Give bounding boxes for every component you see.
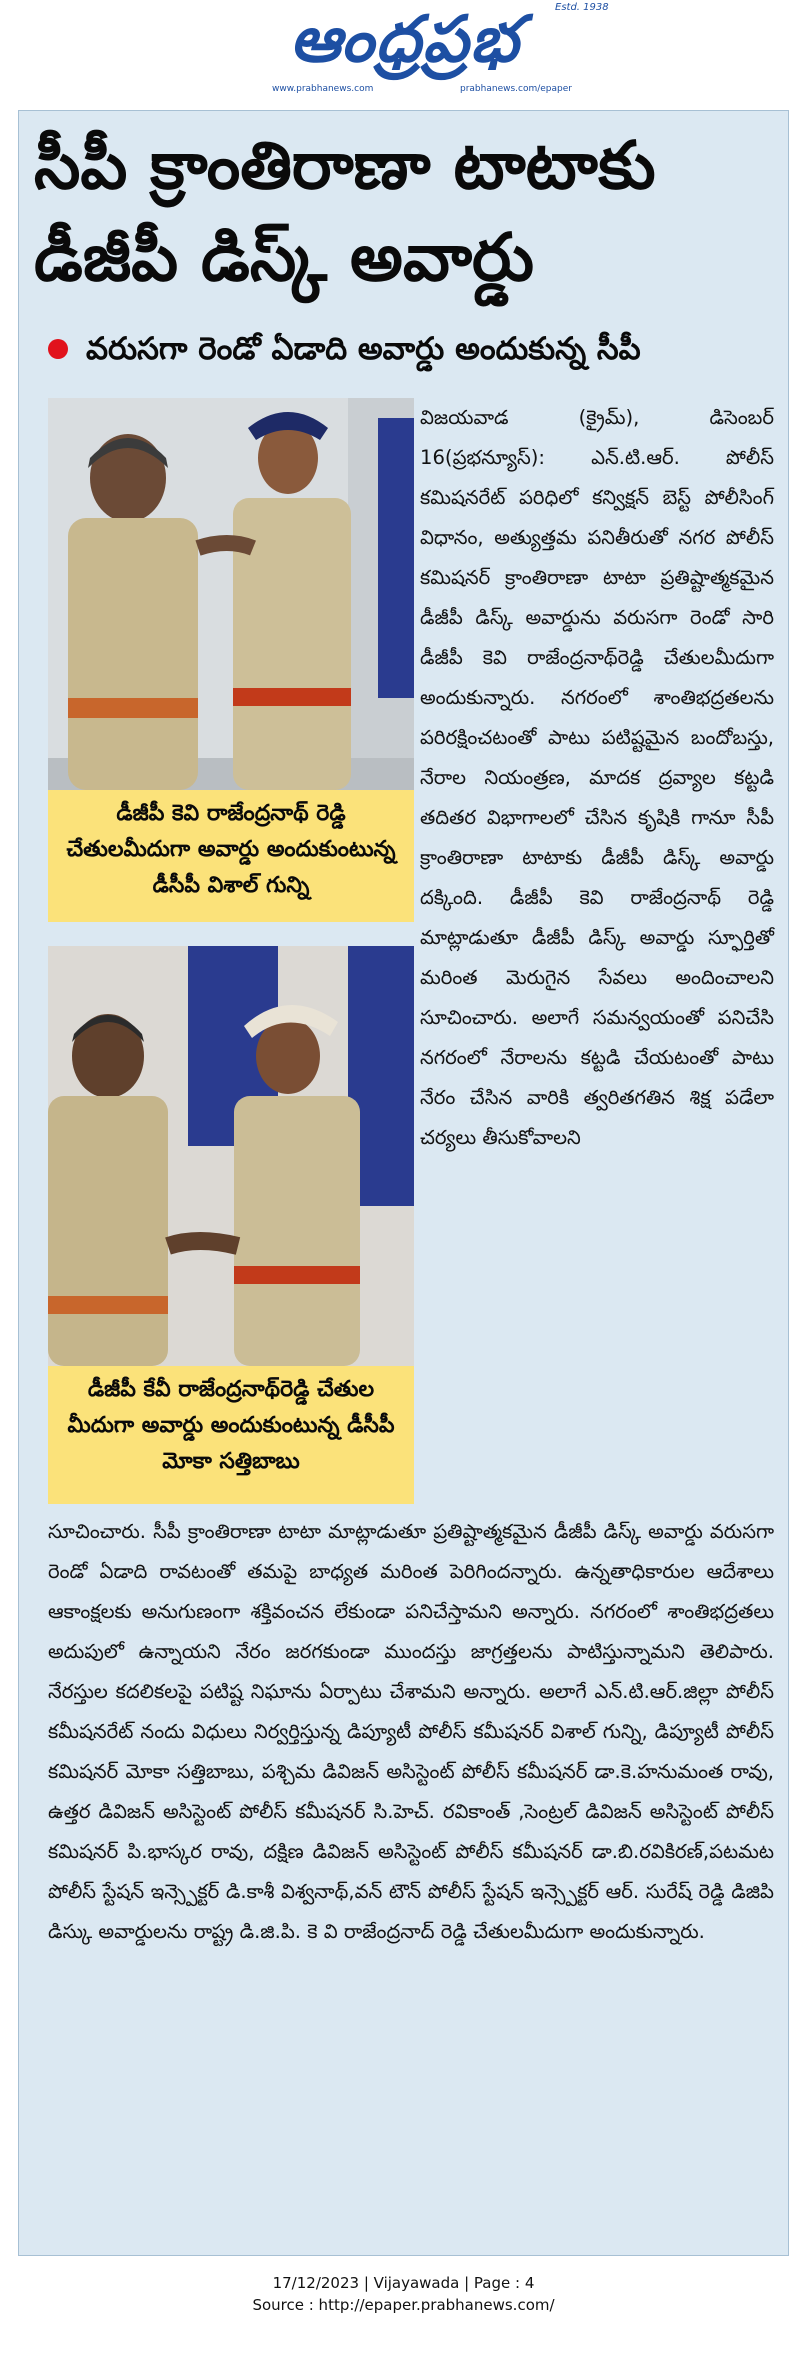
photo-illustration-1 [48,398,414,790]
photo-illustration-2 [48,946,414,1366]
logo-text: ఆంధ్రప్రభ [289,2,521,77]
newspaper-logo[interactable] [250,2,560,86]
footer-source-link[interactable]: Source : http://epaper.prabhanews.com/ [252,2296,555,2314]
photo2-caption: డీజీపీ కేవీ రాజేంద్రనాథ్‌రెడ్డి చేతుల మీదుగా అవార్డు అందుకుంటున్న డీసీపీ మోకా సత్తిబాబు [48,1366,414,1504]
bullet-dot-icon [48,339,68,359]
article-subheadline [48,328,768,370]
footer-date-edition: 17/12/2023 | Vijayawada | Page : 4 [272,2274,535,2292]
photo-award-vishal-gunni[interactable] [48,398,414,790]
headline-line-1: సీపీ క్రాంతిరాణా టాటాకు [34,127,656,204]
photo-award-moka-sattibabu[interactable] [48,946,414,1366]
photo1-caption: డీజీపీ కెవి రాజేంద్రనాథ్ రెడ్డి చేతులమీదుగా అవార్డు అందుకుంటున్న డీసీపీ విశాల్ గున్ని [48,790,414,922]
page-footer [0,2272,807,2316]
masthead [0,0,807,110]
article-body-continued: సూచించారు. సీపీ క్రాంతిరాణా టాటా మాట్లాడుతూ ప్రతిష్టాత్మకమైన డీజీపీ డిస్క్ అవార్డు వరుసగా రెండో ఏడాది రావటంతో తమపై బాధ్యత మరింత పెరిగిందన్నారు. ఉన్నతాధికారుల ఆదేశాలు ఆకాంక్షలకు అనుగుణంగా శక్తివంచన లేకుండా పనిచేస్తామని అన్నారు. నగరంలో శాంతిభద్రతలు అదుపులో ఉన్నాయని నేరం జరగకుండా ముందస్తు జాగ్రత్తలను పాటిస్తున్నామని తెలిపారు. నేరస్తుల కదలికలపై పటిష్ట నిఘాను ఏర్పాటు చేశామని అన్నారు. అలాగే ఎన్.టి.ఆర్.జిల్లా పోలీస్ కమీషనరేట్ నందు విధులు నిర్వర్తిస్తున్న డిప్యూటీ పోలీస్ కమీషనర్ విశాల్ గున్ని, డిప్యూటీ పోలీస్ కమిషనర్ మోకా సత్తిబాబు, పశ్చిమ డివిజన్ అసిస్టెంట్ పోలీస్ కమీషనర్ డా.కె.హనుమంత రావు, ఉత్తర డివిజన్ అసిస్టెంట్ పోలీస్ కమీషనర్ సి.హెచ్. రవికాంత్ ,సెంట్రల్ డివిజన్ అసిస్టెంట్ పోలీస్ కమిషనర్ పి.భాస్కర రావు, దక్షిణ డివిజన్ అసిస్టెంట్ పోలీస్ కమీషనర్ డా.బి.రవికిరణ్,పటమట పోలీస్ స్టేషన్ ఇన్స్పెక్టర్ డి.కాశీ విశ్వనాథ్,వన్ టౌన్ పోలీస్ స్టేషన్ ఇన్స్పెక్టర్ ఆర్. సురేష్ రెడ్డి డిజిపి డిస్కు అవార్డులను రాష్ట్ర డి.జి.పి. కె వి రాజేంద్రనాద్ రెడ్డి చేతులమీదుగా అందుకున్నారు. [48,1520,774,1943]
epaper-url: prabhanews.com/epaper [460,84,572,94]
article-headline [34,120,774,304]
subheadline-text: వరుసగా రెండో ఏడాది అవార్డు అందుకున్న సీపీ [86,331,641,367]
estd-label: Estd. 1938 [555,2,609,13]
website-url: www.prabhanews.com [272,84,374,94]
article-body-column: విజయవాడ (క్రైమ్), డిసెంబర్ 16(ప్రభన్యూస్): ఎన్.టి.ఆర్. పోలీస్ కమిషనరేట్ పరిధిలో కన్విక్షన్ బెస్ట్ పోలీసింగ్ విధానం, అత్యుత్తమ పనితీరుతో నగర పోలీస్ కమిషనర్ క్రాంతిరాణా టాటా ప్రతిష్టాత్మకమైన డీజీపీ డిస్క్ అవార్డును వరుసగా రెండో సారి డీజీపీ కెవి రాజేంద్రనాథ్‌రెడ్డి చేతులమీదుగా అందుకున్నారు. నగరంలో శాంతిభద్రతలను పరిరక్షించటంతో పాటు పటిష్టమైన బందోబస్తు, నేరాల నియంత్రణ, మాదక ద్రవ్యాల కట్టడి తదితర విభాగాలలో చేసిన కృషికి గానూ సీపీ క్రాంతిరాణా టాటాకు డీజీపీ డిస్క్ అవార్డు దక్కింది. డీజీపీ కెవి రాజేంద్రనాథ్ రెడ్డి మాట్లాడుతూ డీజీపీ డిస్క్ అవార్డు స్ఫూర్తితో మరింత మెరుగైన సేవలు అందించాలని సూచించారు. అలాగే సమన్వయంతో పనిచేసి నగరంలో నేరాలను కట్టడి చేయటంతో పాటు నేరం చేసిన వారికి త్వరితగతిన శిక్ష పడేలా చర్యలు తీసుకోవాలని [420,406,774,1149]
headline-line-2: డీజీపీ డిస్క్ అవార్డు [34,219,534,296]
